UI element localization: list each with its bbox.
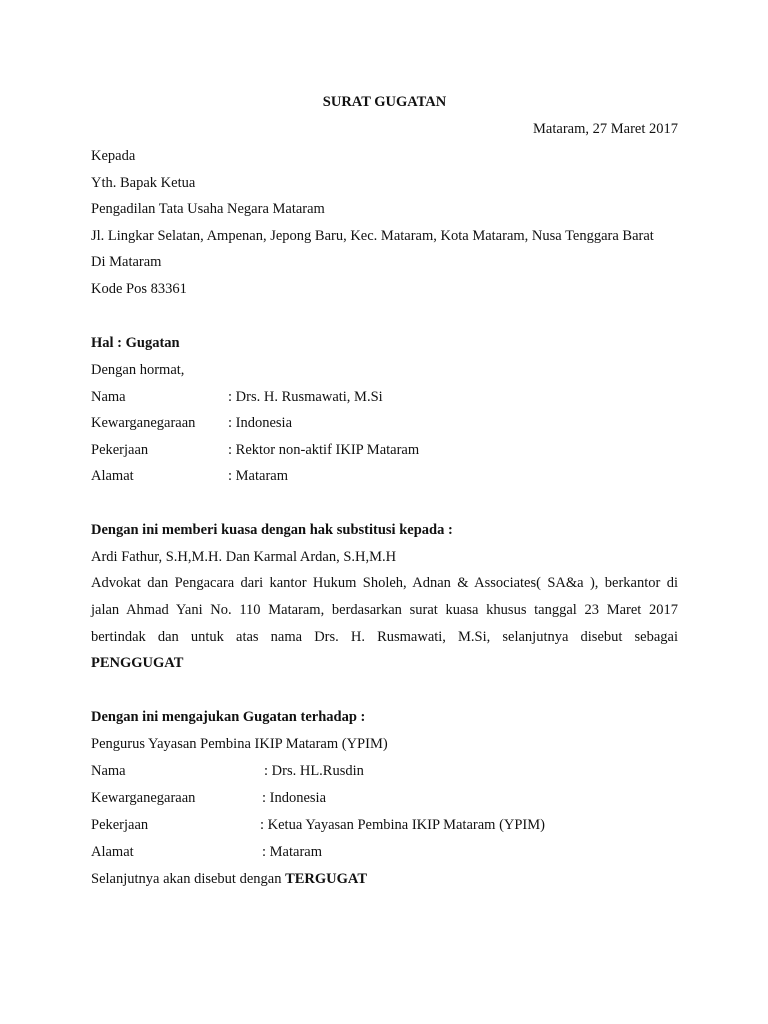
defendant-term: TERGUGAT (285, 871, 368, 887)
recipient-institution: Pengadilan Tata Usaha Negara Mataram (91, 201, 325, 217)
identity-value: : Mataram (262, 844, 322, 860)
identity-value: : Ketua Yayasan Pembina IKIP Mataram (YPIM) (260, 817, 545, 833)
attorney-paragraph-line: Advokat dan Pengacara dari kantor Hukum Sholeh, Adnan & Associates( SA&a ), berkantor di (91, 575, 678, 591)
document-page (91, 0, 678, 1024)
identity-row (91, 467, 678, 485)
lawsuit-heading: Dengan ini mengajukan Gugatan terhadap : (91, 709, 366, 725)
recipient-salutation: Yth. Bapak Ketua (91, 175, 196, 191)
identity-row (91, 843, 678, 861)
attorney-paragraph-line: bertindak dan untuk atas nama Drs. H. Rusmawati, M.Si, selanjutnya disebut sebagai (91, 629, 678, 645)
recipient-to: Kepada (91, 148, 136, 164)
subject-line: Hal : Gugatan (91, 335, 180, 351)
identity-value: : Drs. HL.Rusdin (264, 763, 364, 779)
attorney-paragraph-line: jalan Ahmad Yani No. 110 Mataram, berdasarkan surat kuasa khusus tanggal 23 Maret 2017 (91, 602, 678, 618)
place-date: Mataram, 27 Maret 2017 (533, 121, 678, 137)
identity-label: Nama (91, 763, 126, 779)
identity-label: Alamat (91, 844, 134, 860)
identity-row (91, 762, 678, 780)
document-title: SURAT GUGATAN (322, 94, 447, 110)
identity-row (91, 388, 678, 406)
identity-value: : Mataram (228, 468, 288, 484)
identity-row (91, 789, 678, 807)
identity-value: : Rektor non-aktif IKIP Mataram (228, 442, 420, 458)
power-of-attorney-heading: Dengan ini memberi kuasa dengan hak substitusi kepada : (91, 522, 453, 538)
identity-label: Nama (91, 389, 126, 405)
identity-label: Pekerjaan (91, 817, 149, 833)
identity-label: Kewarganegaraan (91, 415, 196, 431)
identity-label: Kewarganegaraan (91, 790, 196, 806)
recipient-address: Jl. Lingkar Selatan, Ampenan, Jepong Baru, Kec. Mataram, Kota Mataram, Nusa Tenggara Barat (91, 228, 654, 244)
identity-row (91, 441, 678, 459)
defendant-organization: Pengurus Yayasan Pembina IKIP Mataram (YPIM) (91, 736, 388, 752)
identity-row (91, 414, 678, 432)
plaintiff-term: PENGGUGAT (91, 655, 184, 671)
identity-label: Pekerjaan (91, 442, 149, 458)
identity-value: : Indonesia (262, 790, 327, 806)
identity-value: : Indonesia (228, 415, 293, 431)
closing-line (91, 870, 367, 888)
recipient-city: Di Mataram (91, 254, 162, 270)
greeting: Dengan hormat, (91, 362, 185, 378)
closing-prefix: Selanjutnya akan disebut dengan (91, 871, 282, 887)
lawyers-names: Ardi Fathur, S.H,M.H. Dan Karmal Ardan, S.H,M.H (91, 549, 397, 565)
identity-label: Alamat (91, 468, 134, 484)
identity-value: : Drs. H. Rusmawati, M.Si (228, 389, 383, 405)
identity-row (91, 816, 678, 834)
recipient-postal: Kode Pos 83361 (91, 281, 187, 297)
